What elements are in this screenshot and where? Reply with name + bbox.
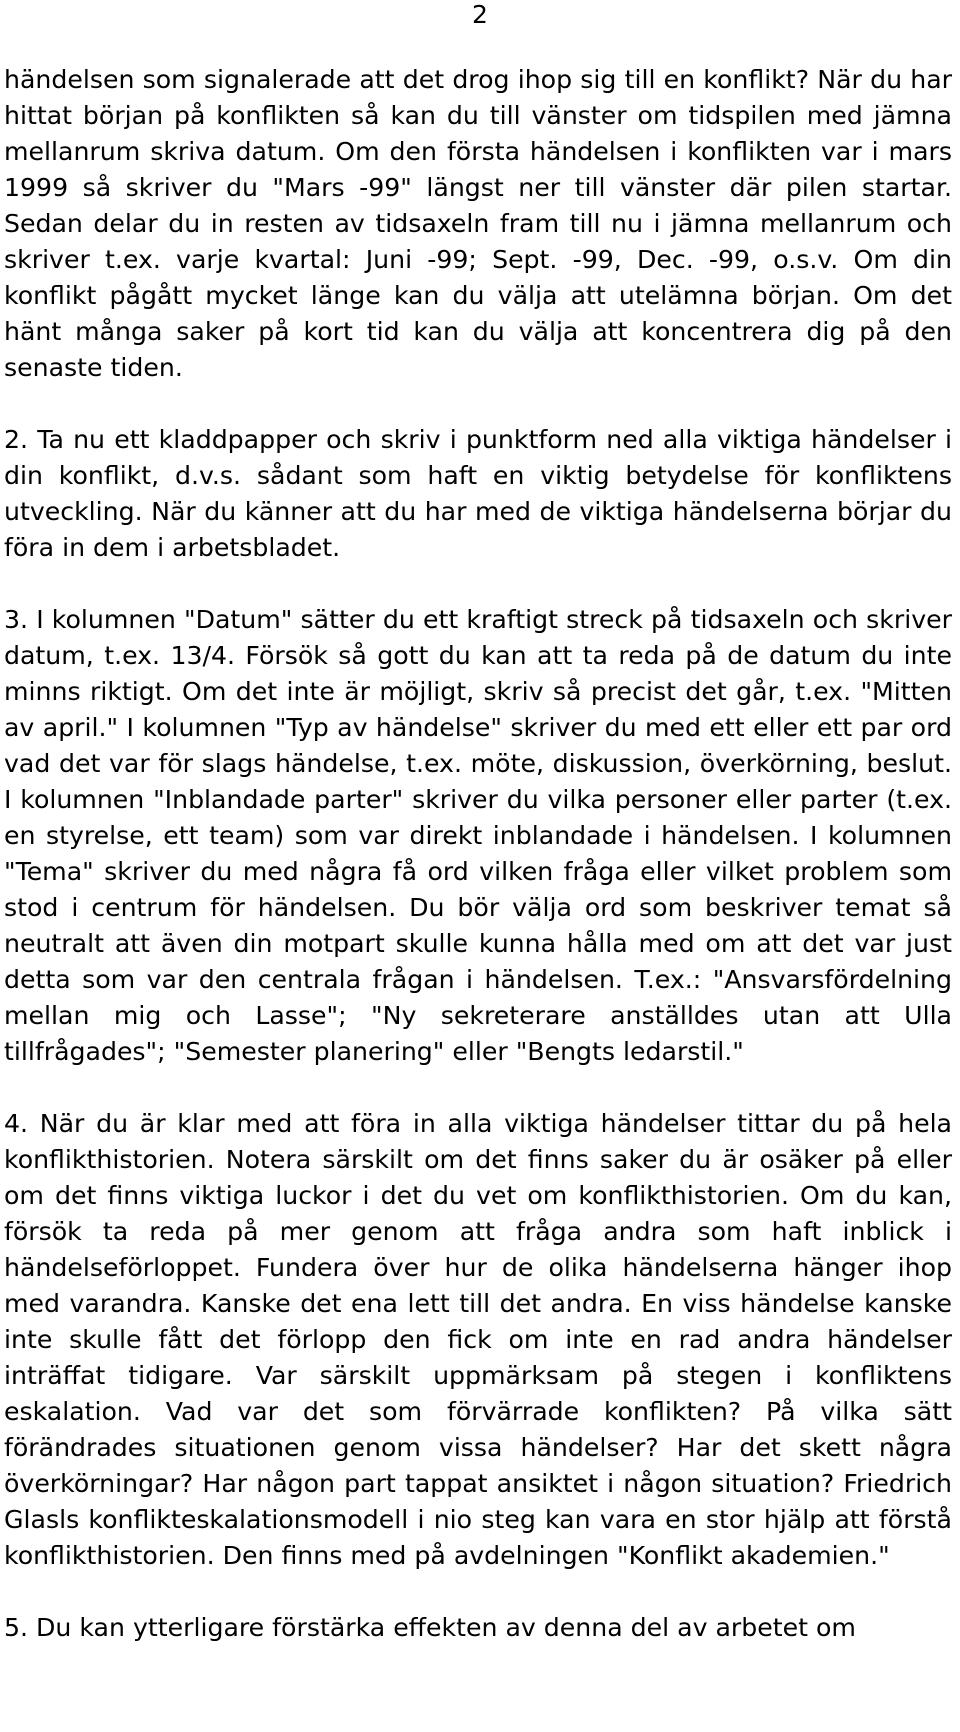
paragraph-intro: händelsen som signalerade att det drog ihop sig till en konflikt? När du har hittat början på konflikten så kan du till vänster om tidspilen med jämna mellanrum skriva datum. Om den första händelsen i konflikten var i mars 1999 så skriver du "Mars -99" längst ner till vänster där pilen startar. Sedan delar du in resten av tidsaxeln fram till nu i jämna mellanrum och skriver t.ex. varje kvartal: Juni -99; Sept. -99, Dec. -99, o.s.v. Om din konflikt pågått mycket länge kan du välja att utelämna början. Om det hänt många saker på kort tid kan du välja att koncentrera dig på den senaste tiden. — [4, 65, 952, 382]
paragraph-step-3: 3. I kolumnen "Datum" sätter du ett kraftigt streck på tidsaxeln och skriver datum, t.ex. 13/4. Försök så gott du kan att ta reda på de datum du inte minns riktigt. Om det inte är möjligt, skriv så precist det går, t.ex. "Mitten av april." I kolumnen "Typ av händelse" skriver du med ett eller ett par ord vad det var för slags händelse, t.ex. möte, diskussion, överkörning, beslut. I kolumnen "Inblandade parter" skriver du vilka personer eller parter (t.ex. en styrelse, ett team) som var direkt inblandade i händelsen. I kolumnen "Tema" skriver du med några få ord vilken fråga eller vilket problem som stod i centrum för händelsen. Du bör välja ord som beskriver temat så neutralt att även din motpart skulle kunna hålla med om att det var just detta som var den centrala frågan i händelsen. T.ex.: "Ansvarsfördelning mellan mig och Lasse"; "Ny sekreterare anställdes utan att Ulla tillfrågades"; "Semester planering" eller "Bengts ledarstil." — [4, 605, 952, 1066]
paragraph-gap — [4, 386, 952, 422]
paragraph-gap — [4, 1574, 952, 1610]
paragraph-gap — [4, 1070, 952, 1106]
document-body — [4, 62, 952, 1646]
paragraph-gap — [4, 566, 952, 602]
paragraph-step-4: 4. När du är klar med att föra in alla viktiga händelser tittar du på hela konflikthistorien. Notera särskilt om det finns saker du är osäker på eller om det finns viktiga luckor i det du vet om konflikthistorien. Om du kan, försök ta reda på mer genom att fråga andra som haft inblick i händelseförloppet. Fundera över hur de olika händelserna hänger ihop med varandra. Kanske det ena lett till det andra. En viss händelse kanske inte skulle fått det förlopp den fick om inte en rad andra händelser inträffat tidigare. Var särskilt uppmärksam på stegen i konfliktens eskalation. Vad var det som förvärrade konflikten? På vilka sätt förändrades situationen genom vissa händelser? Har det skett några överkörningar? Har någon part tappat ansiktet i någon situation? Friedrich Glasls konflikteskalationsmodell i nio steg kan vara en stor hjälp att förstå konflikthistorien. Den finns med på avdelningen "Konflikt akademien." — [4, 1109, 952, 1570]
paragraph-step-5: 5. Du kan ytterligare förstärka effekten av denna del av arbetet om — [4, 1613, 856, 1642]
paragraph-step-2: 2. Ta nu ett kladdpapper och skriv i punktform ned alla viktiga händelser i din konflikt, d.v.s. sådant som haft en viktig betydelse för konfliktens utveckling. När du känner att du har med de viktiga händelserna börjar du föra in dem i arbetsbladet. — [4, 425, 952, 562]
page-number: 2 — [472, 0, 488, 29]
